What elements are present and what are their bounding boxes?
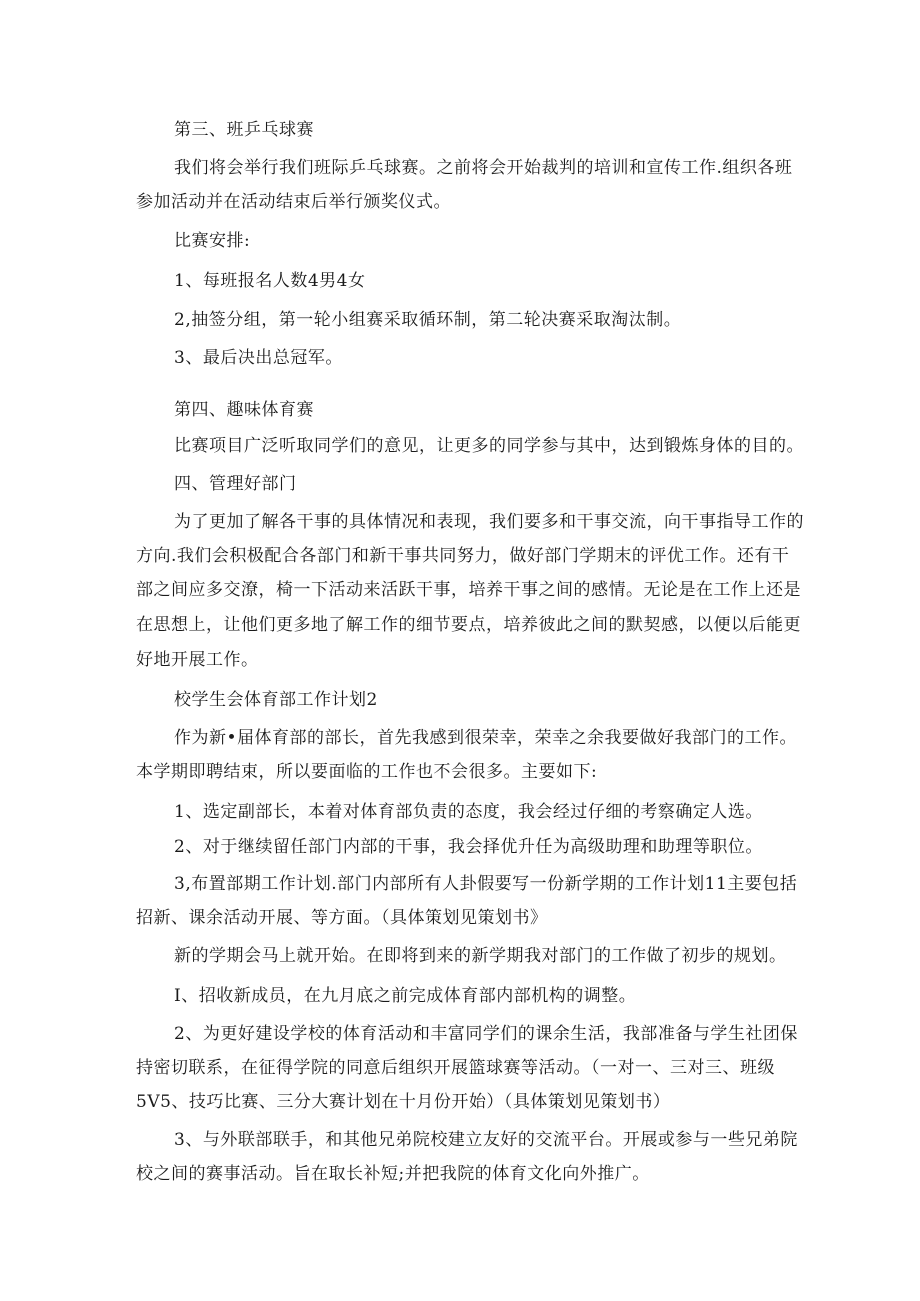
paragraph-line: 参加活动并在活动结束后举行颁奖仪式。: [136, 192, 451, 212]
list-item: 1、选定副部长，本着对体育部负责的态度，我会经过仔细的考察确定人选。: [174, 802, 763, 822]
heading-table-tennis: 第三、班乒乓球赛: [174, 120, 314, 140]
paragraph-line: 我们将会举行我们班际乒乓球赛。之前将会开始裁判的培训和宣传工作.组织各班: [174, 158, 793, 178]
list-item: 2、为更好建设学校的体育活动和丰富同学们的课余生活，我部准备与学生社团保: [174, 1024, 798, 1044]
list-item: 2,抽签分组，第一轮小组赛采取循环制，第二轮决赛采取淘汰制。: [174, 310, 682, 330]
paragraph-line: 方向.我们会积极配合各部门和新干事共同努力，做好部门学期末的评优工作。还有干: [136, 546, 790, 566]
heading-schedule: 比赛安排:: [174, 231, 251, 251]
list-item: 3、与外联部联手，和其他兄弟院校建立友好的交流平台。开展或参与一些兄弟院: [174, 1130, 798, 1150]
list-item: 3,布置部期工作计划.部门内部所有人卦假要写一份新学期的工作计划11主要包括: [174, 874, 798, 894]
heading-manage-department: 四、管理好部门: [174, 474, 297, 494]
list-item: 持密切联系，在征得学院的同意后组织开展篮球赛等活动。（一对一、三对三、班级: [136, 1058, 775, 1078]
paragraph-line: 部之间应多交潦，椅一下活动来活跃干事，培养干事之间的感情。无论是在工作上还是: [136, 580, 801, 600]
list-item: 1、每班报名人数4男4女: [174, 271, 366, 291]
list-item: 招新、课余活动开展、等方面。（具体策划见策划书》: [136, 908, 548, 928]
paragraph-line: 作为新•届体育部的部长，首先我感到很荣幸，荣幸之余我要做好我部门的工作。: [174, 728, 798, 748]
paragraph-line: 比赛项目广泛听取同学们的意见，让更多的同学参与其中，达到锻炼身体的目的。: [174, 436, 804, 456]
heading-plan-2: 校学生会体育部工作计划2: [174, 690, 378, 710]
paragraph-line: 本学期即聘结束，所以要面临的工作也不会很多。主要如下:: [136, 762, 598, 782]
paragraph-line: 好地开展工作。: [136, 650, 259, 670]
list-item: 3、最后决出总冠军。: [174, 348, 343, 368]
paragraph-line: 新的学期会马上就开始。在即将到来的新学期我对部门的工作做了初步的规划。: [174, 946, 787, 966]
paragraph-line: 在思想上，让他们更多地了解工作的细节要点，培养彼此之间的默契感，以便以后能更: [136, 615, 801, 635]
paragraph-line: 为了更加了解各干事的具体情况和表现，我们要多和干事交流，向干事指导工作的: [174, 512, 804, 532]
list-item: I、招收新成员，在九月底之前完成体育部内部机构的调整。: [174, 986, 637, 1006]
list-item: 5V5、技巧比赛、三分大赛计划在十月份开始）（具体策划见策划书）: [136, 1092, 671, 1112]
list-item: 2、对于继续留任部门内部的干事，我会择优升任为高级助理和助理等职位。: [174, 837, 763, 857]
heading-fun-sports: 第四、趣味体育赛: [174, 400, 314, 420]
list-item: 校之间的赛事活动。旨在取长补短;并把我院的体育文化向外推广。: [136, 1164, 650, 1184]
